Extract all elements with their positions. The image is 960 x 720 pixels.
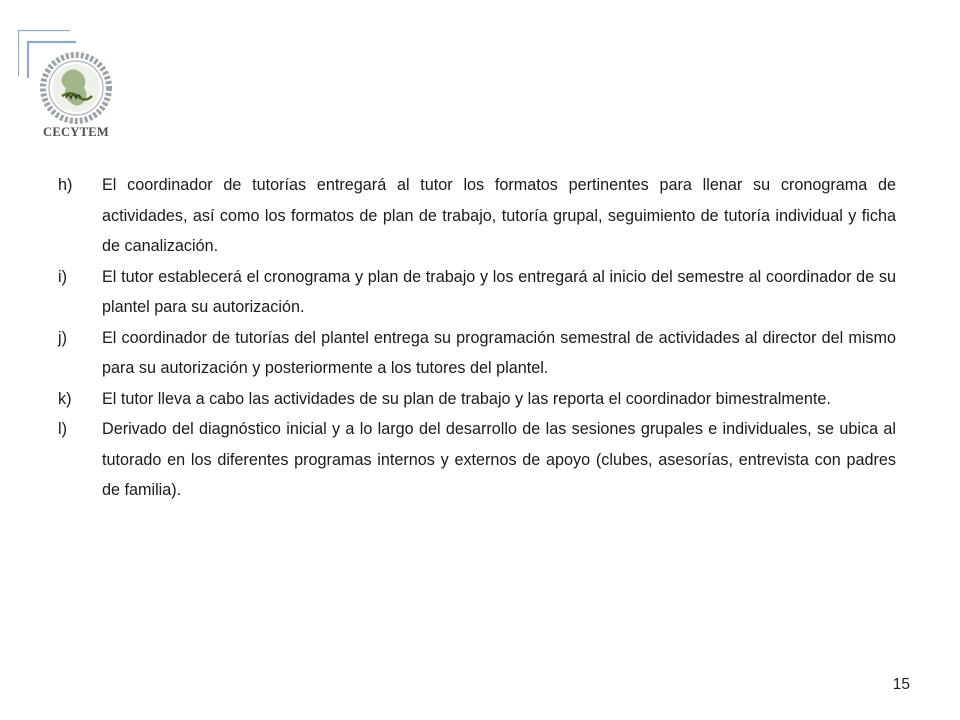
item-text: Derivado del diagnóstico inicial y a lo largo del desarrollo de las sesiones grupales e individuales, se ubica al tutorado en los diferentes programas internos y externos de apoyo (clubes, asesorías, entrevista con padres de familia).: [102, 420, 896, 499]
item-text: El coordinador de tutorías del plantel entrega su programación semestral de actividades al director del mismo para su autorización y posteriormente a los tutores del plantel.: [102, 328, 896, 377]
content-list: [58, 170, 896, 506]
item-letter: h): [58, 176, 73, 194]
list-item-h: [58, 170, 896, 262]
list-item-k: [58, 384, 896, 415]
item-text: El tutor lleva a cabo las actividades de su plan de trabajo y las reporta el coordinador bimestralmente.: [102, 389, 831, 408]
list-item-i: [58, 262, 896, 323]
item-letter: i): [58, 267, 67, 286]
item-letter: l): [58, 420, 67, 438]
list-item-j: [58, 323, 896, 384]
item-text: El tutor establecerá el cronograma y plan de trabajo y los entregará al inicio del semestre al coordinador de su plantel para su autorización.: [102, 267, 896, 316]
item-letter: k): [58, 389, 72, 408]
item-letter: j): [58, 328, 67, 347]
list-item-l: [58, 414, 896, 506]
item-text: El coordinador de tutorías entregará al tutor los formatos pertinentes para llenar su cronograma de actividades, así como los formatos de plan de trabajo, tutoría grupal, seguimiento de tutoría individual y ficha de canalización.: [102, 176, 896, 255]
page-number: 15: [892, 676, 910, 693]
logo-wordmark: CECYTEM: [43, 125, 109, 139]
